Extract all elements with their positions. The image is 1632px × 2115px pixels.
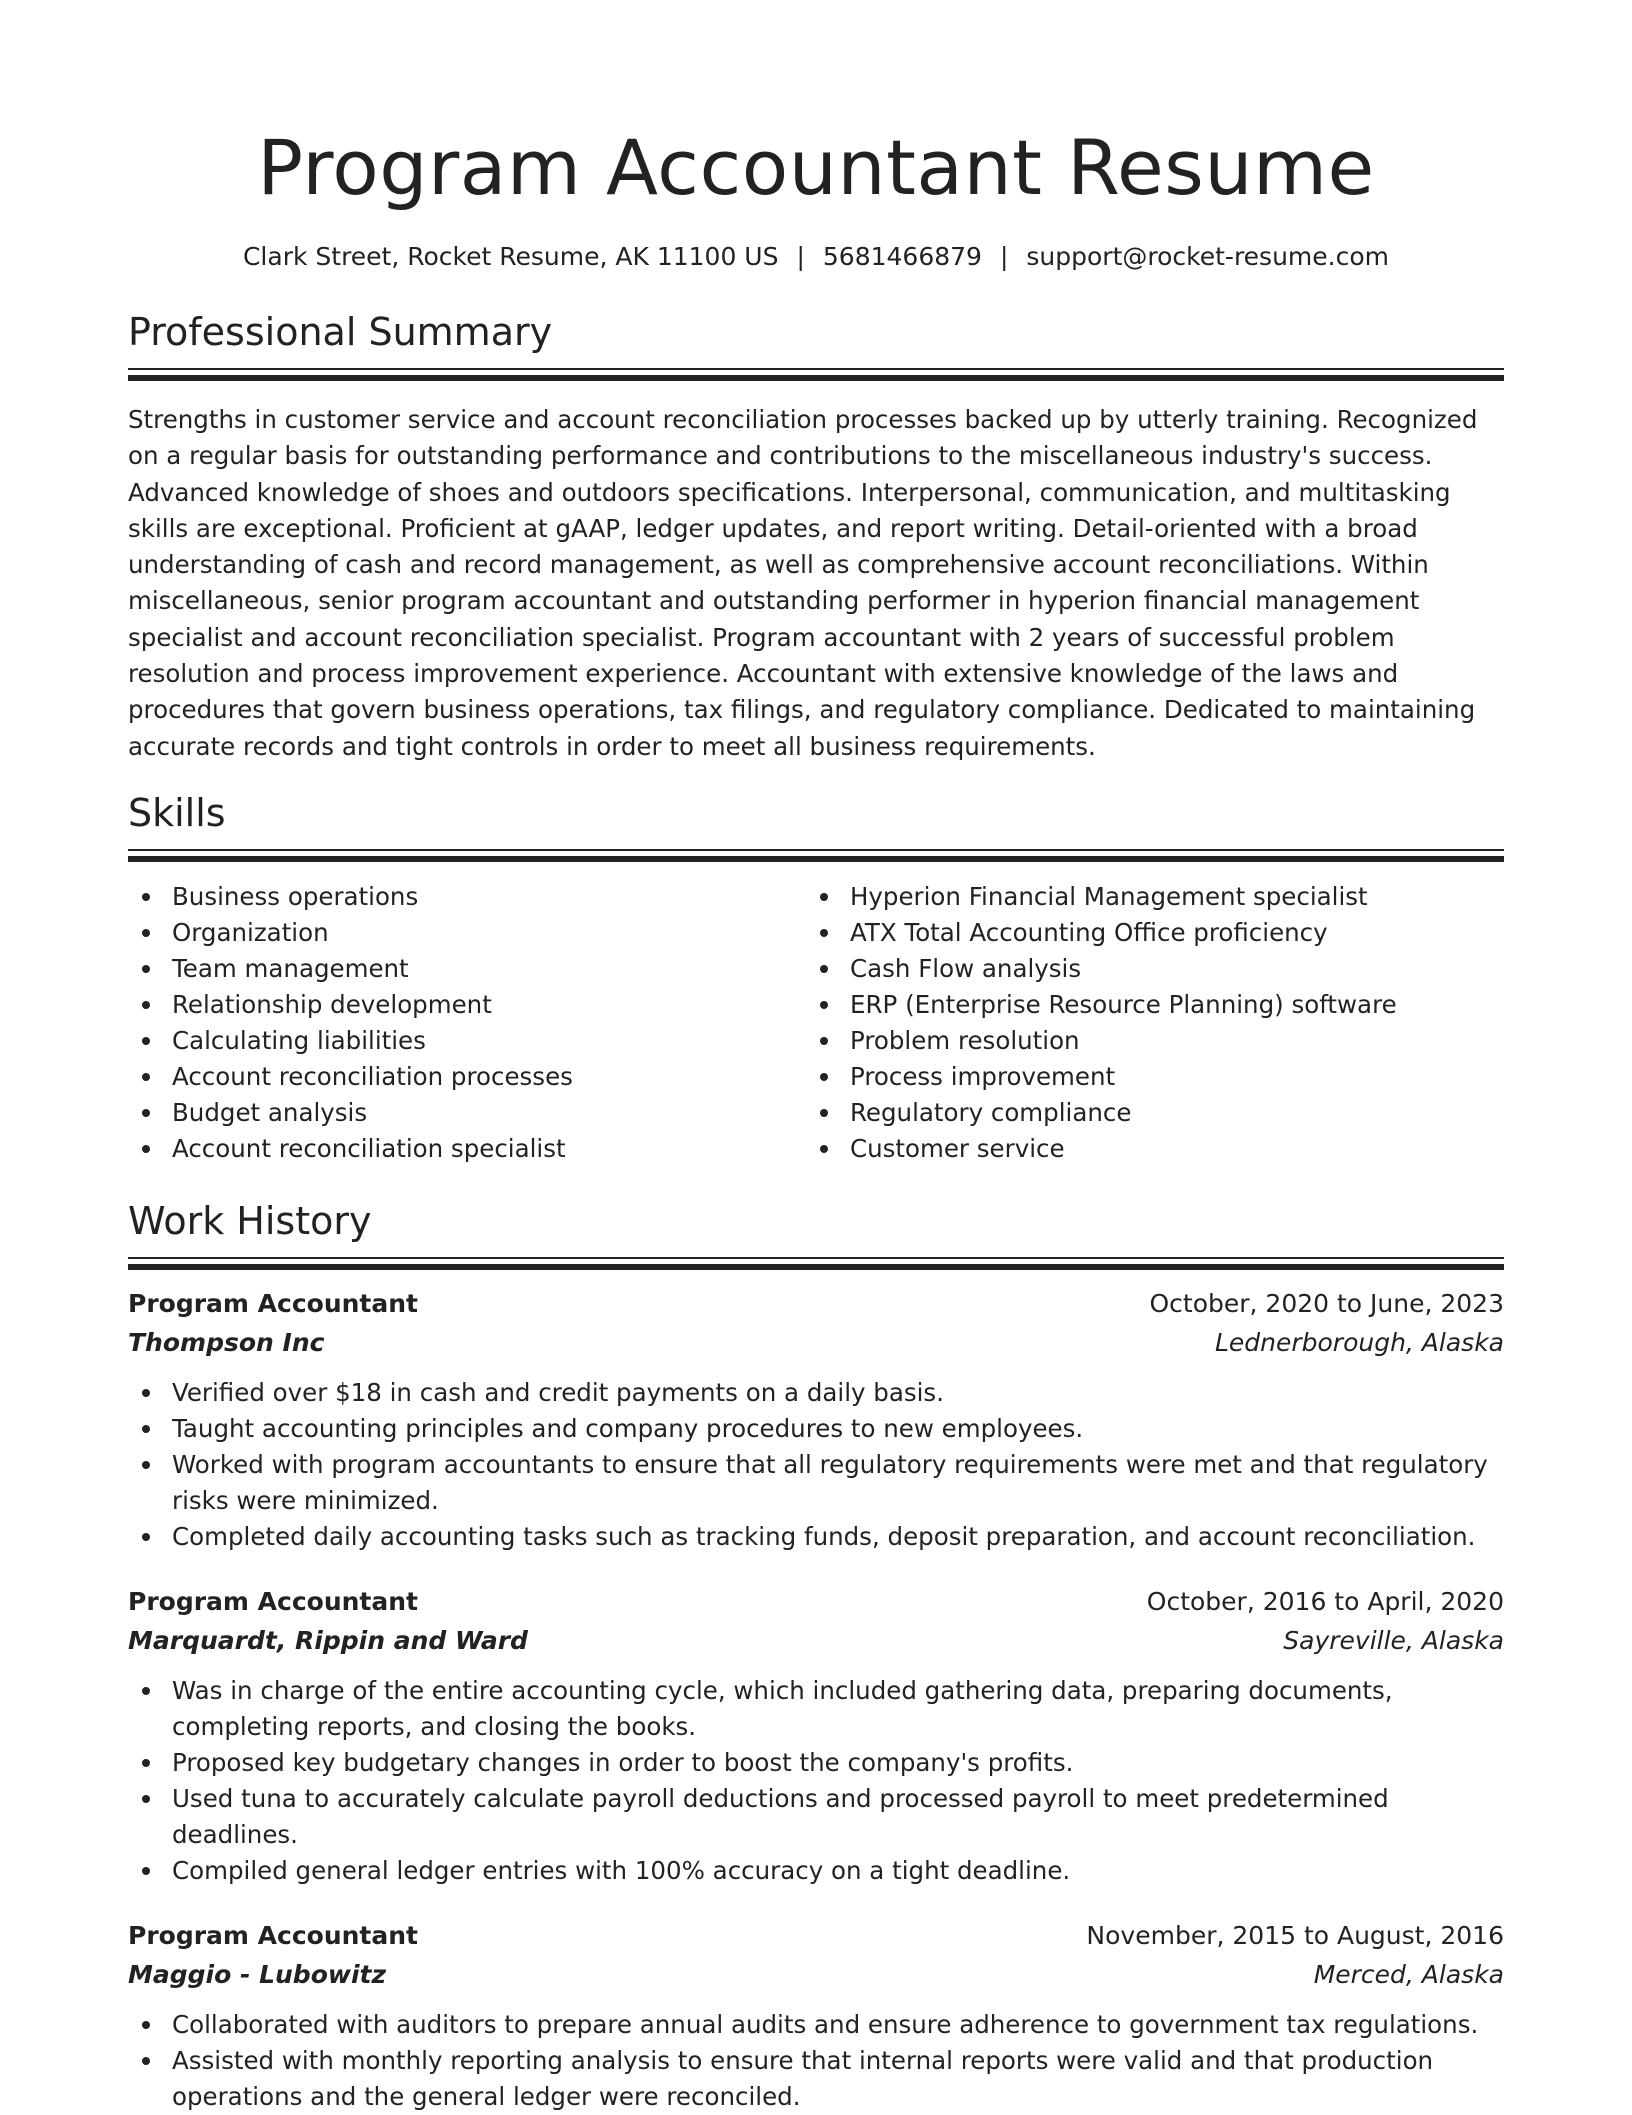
skill-item: ATX Total Accounting Office proficiency: [806, 915, 1484, 951]
skill-item: Hyperion Financial Management specialist: [806, 879, 1484, 915]
skills-list-left: [128, 879, 806, 1167]
summary-section: [128, 308, 1504, 765]
skill-item: ERP (Enterprise Resource Planning) software: [806, 987, 1484, 1023]
job-title: Program Accountant: [128, 1586, 419, 1616]
work-history-section: [128, 1197, 1504, 2115]
skill-item: Cash Flow analysis: [806, 951, 1484, 987]
job-bullet: Worked with program accountants to ensure that all regulatory requirements were met and that regulatory risks were minimized.: [128, 1447, 1504, 1519]
job-company: Thompson Inc: [128, 1327, 325, 1357]
contact-separator: |: [796, 242, 805, 271]
section-heading-summary: Professional Summary: [128, 310, 553, 354]
section-divider: [128, 1257, 1504, 1271]
job-bullet: Used tuna to accurately calculate payroll deductions and processed payroll to meet predetermined deadlines.: [128, 1781, 1504, 1853]
job-bullet: Collaborated with auditors to prepare annual audits and ensure adherence to government tax regulations.: [128, 2007, 1504, 2043]
skill-item: Relationship development: [128, 987, 806, 1023]
job-header: [128, 1285, 1504, 1323]
job-dates: November, 2015 to August, 2016: [1086, 1920, 1504, 1950]
resume-title: Program Accountant Resume: [257, 123, 1375, 212]
job-subheader: [128, 1955, 1504, 1995]
job-bullets: [128, 2007, 1504, 2115]
job-entry: [128, 1917, 1504, 2115]
job-bullet: Taught accounting principles and company procedures to new employees.: [128, 1411, 1504, 1447]
skill-item: Budget analysis: [128, 1095, 806, 1131]
skill-item: Organization: [128, 915, 806, 951]
skill-item: Customer service: [806, 1131, 1484, 1167]
skill-item: Process improvement: [806, 1059, 1484, 1095]
job-header: [128, 1917, 1504, 1955]
job-dates: October, 2020 to June, 2023: [1149, 1288, 1504, 1318]
job-company: Maggio - Lubowitz: [128, 1959, 387, 1989]
section-heading-skills: Skills: [128, 790, 226, 835]
skill-item: Account reconciliation specialist: [128, 1131, 806, 1167]
skill-item: Business operations: [128, 879, 806, 915]
job-location: Merced, Alaska: [1313, 1959, 1504, 1989]
skills-list-right: [806, 879, 1484, 1167]
contact-address: Clark Street, Rocket Resume, AK 11100 US: [242, 242, 779, 271]
summary-paragraph: Strengths in customer service and account reconciliation processes backed up by utterly training. Recognized on a regular basis for outstanding performance and contributions to the miscellaneous industry's success. Advanced knowledge of shoes and outdoors specifications. Interpersonal, communication, and multitasking skills are exceptional. Proficient at gAAP, ledger updates, and report writing. Detail-oriented with a broad understanding of cash and record management, as well as comprehensive account reconciliations. Within miscellaneous, senior program accountant and outstanding performer in hyperion financial management specialist and account reconciliation specialist. Program accountant with 2 years of successful problem resolution and process improvement experience. Accountant with extensive knowledge of the laws and procedures that govern business operations, tax filings, and regulatory compliance. Dedicated to maintaining accurate records and tight controls in order to meet all business requirements.: [128, 405, 1478, 761]
job-bullets: [128, 1375, 1504, 1555]
job-company: Marquardt, Rippin and Ward: [128, 1625, 528, 1655]
job-subheader: [128, 1323, 1504, 1363]
job-location: Sayreville, Alaska: [1283, 1625, 1504, 1655]
skill-item: Problem resolution: [806, 1023, 1484, 1059]
job-bullet: Was in charge of the entire accounting cycle, which included gathering data, preparing documents, completing reports, and closing the books.: [128, 1673, 1504, 1745]
contact-separator: |: [999, 242, 1009, 271]
job-location: Lednerborough, Alaska: [1214, 1327, 1504, 1357]
job-title: Program Accountant: [128, 1920, 419, 1950]
skills-section: [128, 789, 1504, 1167]
job-entry: [128, 1583, 1504, 1889]
skill-item: Account reconciliation processes: [128, 1059, 806, 1095]
job-bullet: Compiled general ledger entries with 100% accuracy on a tight deadline.: [128, 1853, 1504, 1889]
job-subheader: [128, 1621, 1504, 1661]
contact-email: support@rocket-resume.com: [1026, 242, 1390, 271]
job-title: Program Accountant: [128, 1288, 419, 1318]
job-entry: [128, 1285, 1504, 1555]
job-bullet: Completed daily accounting tasks such as tracking funds, deposit preparation, and account reconciliation.: [128, 1519, 1504, 1555]
section-heading-work-history: Work History: [128, 1198, 372, 1243]
section-divider: [128, 368, 1504, 382]
job-header: [128, 1583, 1504, 1621]
contact-phone: 5681466879: [822, 242, 982, 271]
job-bullet: Assisted with monthly reporting analysis to ensure that internal reports were valid and that production operations and the general ledger were reconciled.: [128, 2043, 1504, 2115]
job-bullet: Proposed key budgetary changes in order to boost the company's profits.: [128, 1745, 1504, 1781]
contact-line: [128, 240, 1504, 274]
section-divider: [128, 849, 1504, 863]
resume-page: [128, 0, 1504, 2115]
skill-item: Regulatory compliance: [806, 1095, 1484, 1131]
skills-columns: [128, 879, 1504, 1167]
skill-item: Team management: [128, 951, 806, 987]
job-dates: October, 2016 to April, 2020: [1146, 1586, 1504, 1616]
job-bullets: [128, 1673, 1504, 1889]
skill-item: Calculating liabilities: [128, 1023, 806, 1059]
job-bullet: Verified over $18 in cash and credit payments on a daily basis.: [128, 1375, 1504, 1411]
